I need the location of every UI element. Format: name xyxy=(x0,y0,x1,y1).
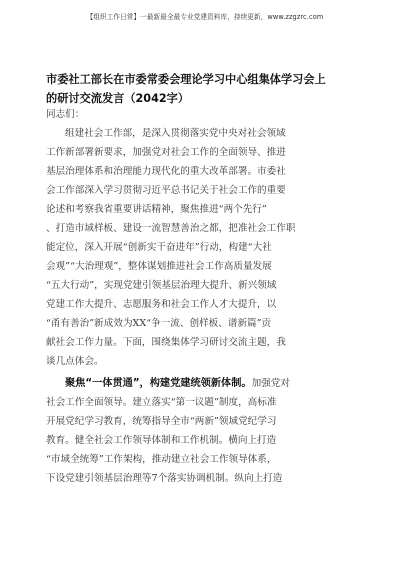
body-line: 献社会工作力量。下面，围绕集体学习研讨交流主题，我 xyxy=(46,337,286,348)
body-line: “市域全统筹”工作架构，推动建立社会工作领导体系， xyxy=(46,454,277,465)
body-line: 工作新部署新要求，加强党对社会工作的全面领导、推进 xyxy=(46,147,286,158)
body-line: 开展党纪学习教育，统筹指导全市“两新”领域党纪学习 xyxy=(46,416,277,427)
document-title xyxy=(46,70,376,108)
title-line-2: 的研讨交流发言（2042字） xyxy=(46,92,190,105)
body-line: 谈几点体会。 xyxy=(46,356,104,367)
body-line: 社会工作全面领导。建立落实“第一议题”制度，高标准 xyxy=(46,397,277,408)
body-line: 组建社会工作部，是深入贯彻落实党中央对社会领域 xyxy=(65,128,286,139)
body-line: 教育。健全社会工作领导体制和工作机制。横向上打造 xyxy=(46,435,277,446)
title-line-1: 市委社工部长在市委常委会理论学习中心组集体学习会上 xyxy=(46,73,326,86)
section-first-line xyxy=(65,376,366,392)
body-line: 会观”“大治理观”，整体谋划推进社会工作高质量发展 xyxy=(46,261,272,272)
body-line: “甬有善治”新成效为XX“争一流、创样板、谱新篇”贡 xyxy=(46,318,272,329)
section-text-lead: 加强党对 xyxy=(251,378,290,389)
body-line: 能定位，深入开展“创新实干奋进年”行动，构建“大社 xyxy=(46,242,272,253)
body-line: 下设党建引领基层治理等7个落实协调机制。纵向上打造 xyxy=(46,473,283,484)
body-line: “五大行动”，实现党建引领基层治理大提升、新兴领域 xyxy=(46,280,277,291)
body-line: 、打造市域样板、建设一流智慧善治之都，把准社会工作职 xyxy=(46,223,296,234)
site-header-banner: 【组织工作日常】一最新最全最专业党建资料库，持续更新，www.zzgzrc.com xyxy=(86,13,324,21)
section-heading: 聚焦“一体贯通”，构建党建统领新体制。 xyxy=(65,378,252,389)
body-line: 党建工作大提升、志愿服务和社会工作人才大提升，以 xyxy=(46,299,277,310)
body-line: 论述和考察我省重要讲话精神，聚焦推进“两个先行” xyxy=(46,204,267,215)
body-line: 基层治理体系和治理能力现代化的重大改革部署。市委社 xyxy=(46,166,286,177)
salutation: 同志们： xyxy=(46,109,85,120)
body-line: 会工作部深入学习贯彻习近平总书记关于社会工作的重要 xyxy=(46,185,286,196)
